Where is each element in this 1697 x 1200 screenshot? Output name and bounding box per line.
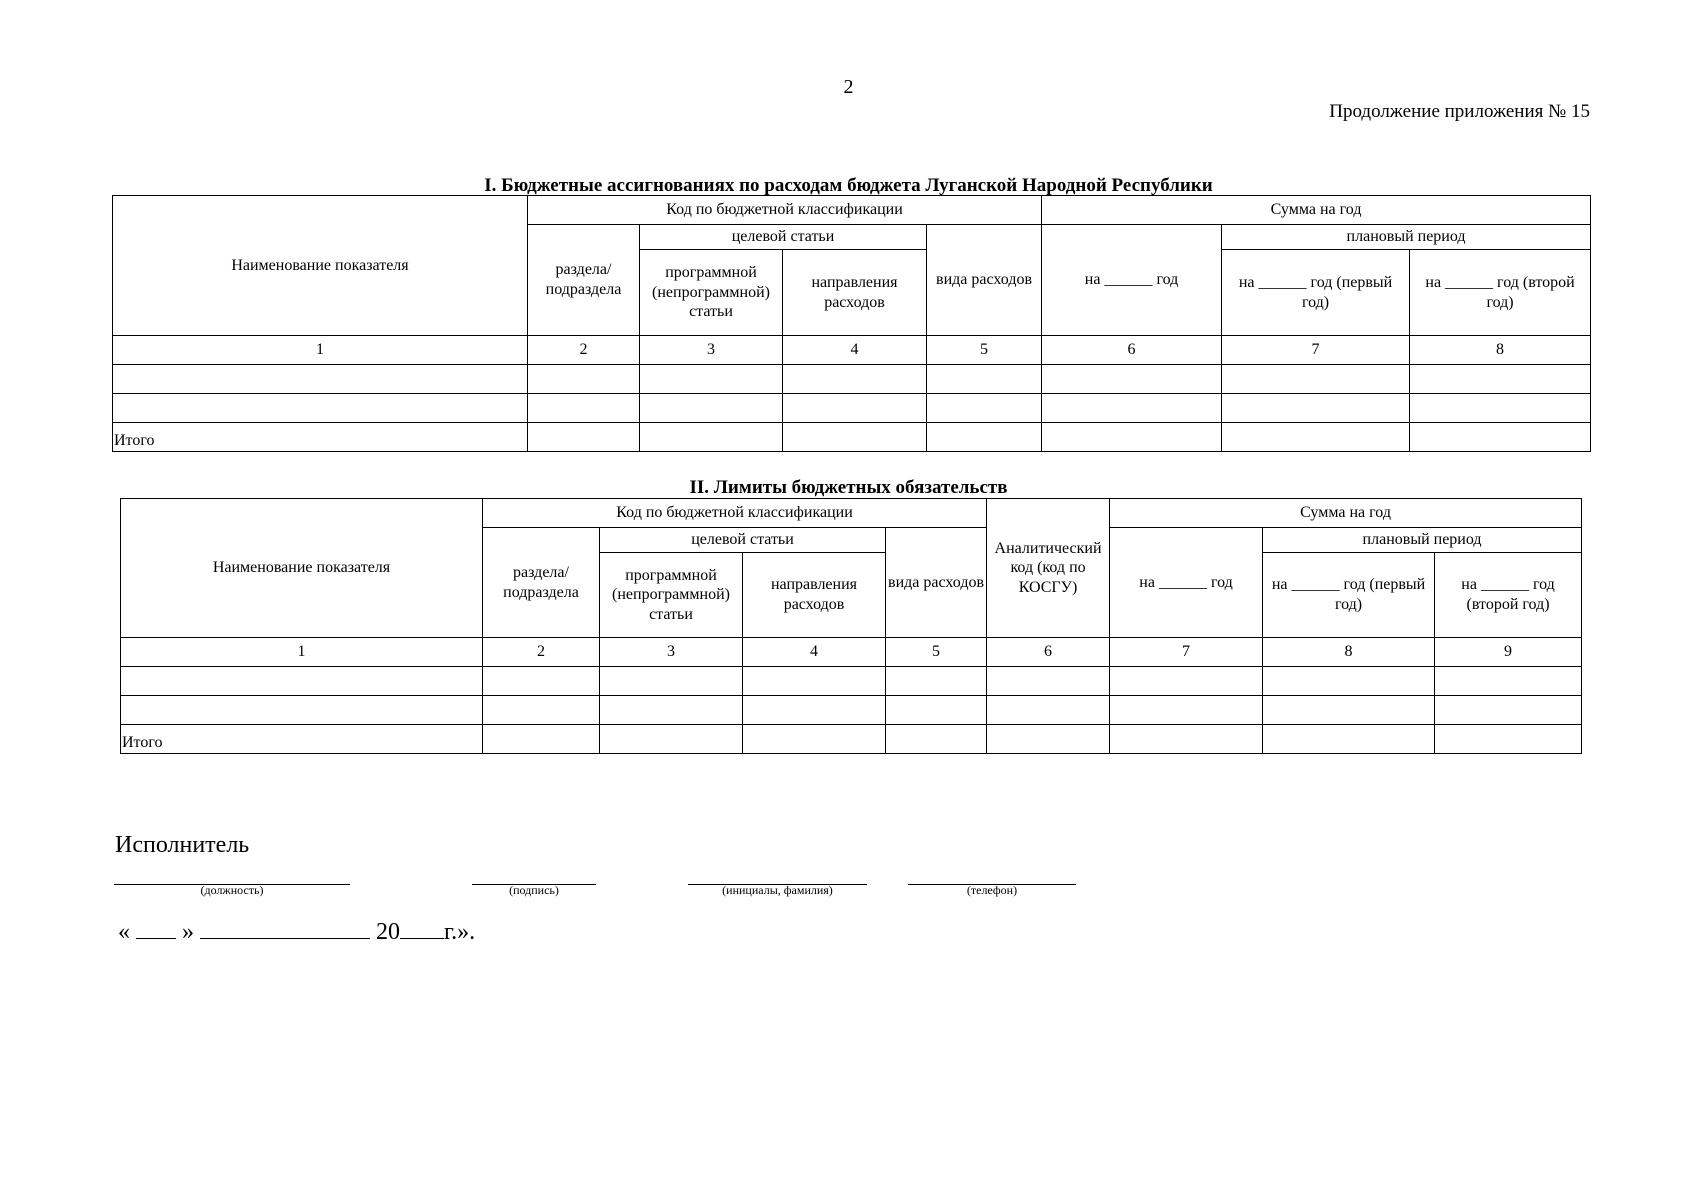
header-program-article: программной (непрограммной) статьи xyxy=(600,553,743,638)
header-second-year: на ______ год (второй год) xyxy=(1410,250,1591,336)
column-number: 3 xyxy=(640,336,783,365)
year-blank xyxy=(400,916,444,939)
header-planned-period: плановый период xyxy=(1222,225,1591,250)
table-cell xyxy=(1263,667,1435,696)
table-cell xyxy=(927,423,1042,452)
table-cell xyxy=(1110,696,1263,725)
column-number: 4 xyxy=(743,638,886,667)
table-cell xyxy=(1410,365,1591,394)
column-number: 4 xyxy=(783,336,927,365)
table-cell xyxy=(1110,667,1263,696)
table-cell xyxy=(600,725,743,754)
month-blank xyxy=(200,916,370,939)
table-cell xyxy=(483,667,600,696)
page-number: 2 xyxy=(843,76,854,98)
header-expense-direction: направления расходов xyxy=(743,553,886,638)
header-name: Наименование показателя xyxy=(121,499,483,638)
table-cell xyxy=(1222,423,1410,452)
header-first-year: на ______ год (первый год) xyxy=(1222,250,1410,336)
header-year: на ______ год xyxy=(1042,225,1222,336)
table1-title: I. Бюджетные ассигнованиях по расходам бюджета Луганской Народной Республики xyxy=(484,175,1213,196)
header-sum-group: Сумма на год xyxy=(1042,196,1591,225)
header-name: Наименование показателя xyxy=(113,196,528,336)
table-cell xyxy=(1222,365,1410,394)
header-planned-period: плановый период xyxy=(1263,528,1582,553)
table-cell xyxy=(528,423,640,452)
table-cell xyxy=(743,696,886,725)
table-row xyxy=(121,667,1582,696)
table-cell xyxy=(886,696,987,725)
table-cell xyxy=(600,667,743,696)
table-cell xyxy=(743,667,886,696)
column-number: 5 xyxy=(927,336,1042,365)
table-cell xyxy=(987,725,1110,754)
column-number: 1 xyxy=(113,336,528,365)
column-number: 2 xyxy=(483,638,600,667)
name-caption: (инициалы, фамилия) xyxy=(722,883,833,897)
budget-allocations-table xyxy=(112,195,1591,452)
header-year: на ______ год xyxy=(1110,528,1263,638)
year-prefix: 20 xyxy=(376,919,400,945)
table-cell xyxy=(528,365,640,394)
table-cell xyxy=(483,696,600,725)
budget-limits-table xyxy=(120,498,1582,754)
table2-title: II. Лимиты бюджетных обязательств xyxy=(689,477,1008,498)
table-cell xyxy=(1263,696,1435,725)
table-cell xyxy=(783,423,927,452)
table-cell xyxy=(113,394,528,423)
table-cell xyxy=(483,725,600,754)
column-number: 6 xyxy=(1042,336,1222,365)
table-cell xyxy=(1222,394,1410,423)
column-number: 9 xyxy=(1435,638,1582,667)
table-cell xyxy=(1042,423,1222,452)
table-cell xyxy=(743,725,886,754)
table-cell xyxy=(1042,365,1222,394)
date-line xyxy=(118,916,475,946)
table-row xyxy=(113,365,1591,394)
table-row xyxy=(113,394,1591,423)
column-number: 6 xyxy=(987,638,1110,667)
table-cell xyxy=(886,725,987,754)
table-cell xyxy=(528,394,640,423)
total-row xyxy=(113,423,1591,452)
table-cell xyxy=(1410,394,1591,423)
position-caption: (должность) xyxy=(200,883,264,897)
table-cell xyxy=(783,394,927,423)
table-cell xyxy=(783,365,927,394)
table-cell xyxy=(640,423,783,452)
total-label: Итого xyxy=(113,423,528,452)
date-open-quote: « xyxy=(118,919,130,945)
total-label: Итого xyxy=(121,725,483,754)
table-cell xyxy=(1410,423,1591,452)
header-code-group: Код по бюджетной классификации xyxy=(528,196,1042,225)
column-number: 1 xyxy=(121,638,483,667)
header-sum-group: Сумма на год xyxy=(1110,499,1582,528)
table-cell xyxy=(1435,725,1582,754)
column-number: 7 xyxy=(1110,638,1263,667)
header-second-year: на ______ год (второй год) xyxy=(1435,553,1582,638)
header-expense-direction: направления расходов xyxy=(783,250,927,336)
column-number: 7 xyxy=(1222,336,1410,365)
column-number: 3 xyxy=(600,638,743,667)
header-program-article: программной (непрограммной) статьи xyxy=(640,250,783,336)
table-cell xyxy=(927,394,1042,423)
executor-label: Исполнитель xyxy=(115,832,250,858)
header-code-group: Код по бюджетной классификации xyxy=(483,499,987,528)
table-cell xyxy=(113,365,528,394)
header-expense-type: вида расходов xyxy=(886,528,987,638)
date-close-quote: » xyxy=(182,919,194,945)
table-cell xyxy=(987,696,1110,725)
table-cell xyxy=(1435,696,1582,725)
column-number-row xyxy=(113,336,1591,365)
header-section: раздела/ подраздела xyxy=(483,528,600,638)
column-number: 8 xyxy=(1263,638,1435,667)
appendix-continuation: Продолжение приложения № 15 xyxy=(1329,101,1590,122)
header-target-article: целевой статьи xyxy=(600,528,886,553)
table-cell xyxy=(600,696,743,725)
table-cell xyxy=(640,394,783,423)
table-cell xyxy=(121,667,483,696)
table-cell xyxy=(1435,667,1582,696)
year-suffix: г.». xyxy=(444,919,476,945)
table-cell xyxy=(987,667,1110,696)
table-cell xyxy=(1263,725,1435,754)
column-number: 2 xyxy=(528,336,640,365)
header-analytic-code: Аналитический код (код по КОСГУ) xyxy=(987,499,1110,638)
table-row xyxy=(121,696,1582,725)
column-number: 8 xyxy=(1410,336,1591,365)
total-row xyxy=(121,725,1582,754)
header-first-year: на ______ год (первый год) xyxy=(1263,553,1435,638)
table-cell xyxy=(1042,394,1222,423)
day-blank xyxy=(136,916,176,939)
column-number-row xyxy=(121,638,1582,667)
table-cell xyxy=(121,696,483,725)
phone-caption: (телефон) xyxy=(966,883,1018,897)
table-cell xyxy=(927,365,1042,394)
signature-caption: (подпись) xyxy=(509,883,559,897)
table-cell xyxy=(1110,725,1263,754)
column-number: 5 xyxy=(886,638,987,667)
table-cell xyxy=(640,365,783,394)
table-cell xyxy=(886,667,987,696)
header-section: раздела/ подраздела xyxy=(528,225,640,336)
header-expense-type: вида расходов xyxy=(927,225,1042,336)
header-target-article: целевой статьи xyxy=(640,225,927,250)
